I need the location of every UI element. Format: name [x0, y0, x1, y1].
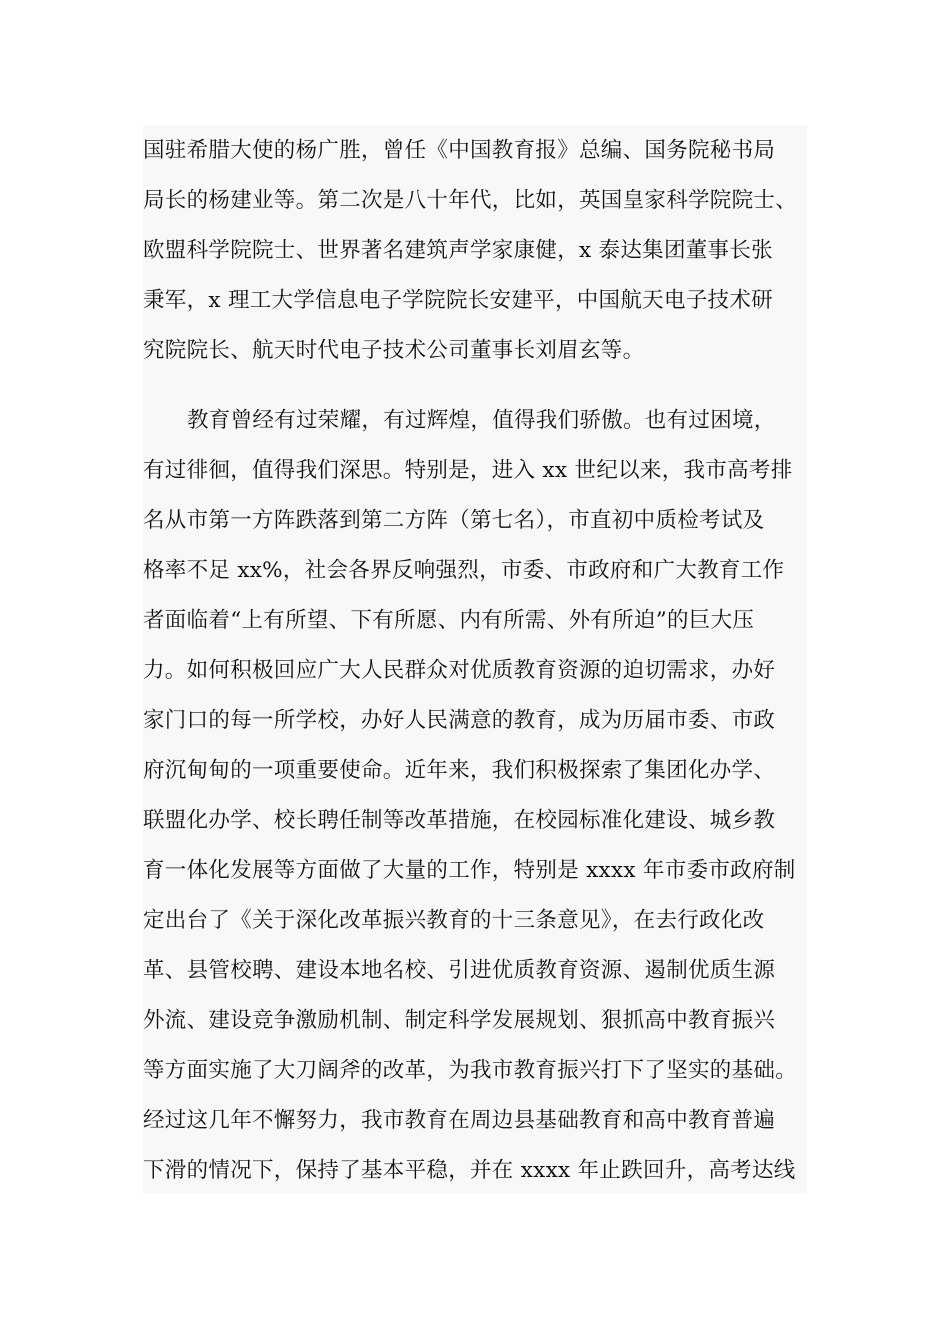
- paragraph-2-line-7: 家门口的每一所学校，办好人民满意的教育，成为历届市委、市政: [143, 708, 776, 733]
- paragraph-2-line-13: 外流、建设竞争激励机制、制定科学发展规划、狠抓高中教育振兴: [143, 1008, 776, 1033]
- paragraph-1-line-4: 秉军，x 理工大学信息电子学院院长安建平，中国航天电子技术研: [143, 288, 773, 313]
- paragraph-2-line-10: 育一体化发展等方面做了大量的工作，特别是 xxxx 年市委市政府制: [143, 858, 796, 883]
- paragraph-2-line-14: 等方面实施了大刀阔斧的改革，为我市教育振兴打下了坚实的基础。: [143, 1058, 798, 1083]
- paragraph-2-line-16: 下滑的情况下，保持了基本平稳，并在 xxxx 年止跌回升，高考达线: [143, 1158, 796, 1183]
- paragraph-2-line-1: 教育曾经有过荣耀，有过辉煌，值得我们骄傲。也有过困境，: [187, 408, 776, 433]
- paragraph-2-line-3: 名从市第一方阵跌落到第二方阵（第七名），市直初中质检考试及: [143, 508, 765, 533]
- paragraph-2-line-2: 有过徘徊，值得我们深思。特别是，进入 xx 世纪以来，我市高考排: [143, 458, 793, 483]
- paragraph-2-line-6: 力。如何积极回应广大人民群众对优质教育资源的迫切需求，办好: [143, 658, 776, 683]
- paragraph-2-line-8: 府沉甸甸的一项重要使命。近年来，我们积极探索了集团化办学、: [143, 758, 776, 783]
- document-text-block: [143, 125, 807, 1193]
- paragraph-1-line-2: 局长的杨建业等。第二次是八十年代，比如，英国皇家科学院院士、: [143, 188, 798, 213]
- paragraph-2-line-4: 格率不足 xx%，社会各界反响强烈，市委、市政府和广大教育工作: [143, 558, 785, 583]
- paragraph-2-line-12: 革、县管校聘、建设本地名校、引进优质教育资源、遏制优质生源: [143, 958, 776, 983]
- paragraph-2-line-15: 经过这几年不懈努力，我市教育在周边县基础教育和高中教育普遍: [143, 1108, 776, 1133]
- paragraph-1-line-3: 欧盟科学院院士、世界著名建筑声学家康健，x 泰达集团董事长张: [143, 238, 773, 263]
- paragraph-1-line-1: 国驻希腊大使的杨广胜，曾任《中国教育报》总编、国务院秘书局: [143, 138, 776, 163]
- paragraph-1-line-5: 究院院长、航天时代电子技术公司董事长刘眉玄等。: [143, 338, 645, 363]
- paragraph-2-line-9: 联盟化办学、校长聘任制等改革措施，在校园标准化建设、城乡教: [143, 808, 776, 833]
- paragraph-2-line-5: 者面临着“上有所望、下有所愿、内有所需、外有所迫”的巨大压: [143, 608, 755, 633]
- paragraph-2-line-11: 定出台了《关于深化改革振兴教育的十三条意见》，在去行政化改: [143, 908, 765, 933]
